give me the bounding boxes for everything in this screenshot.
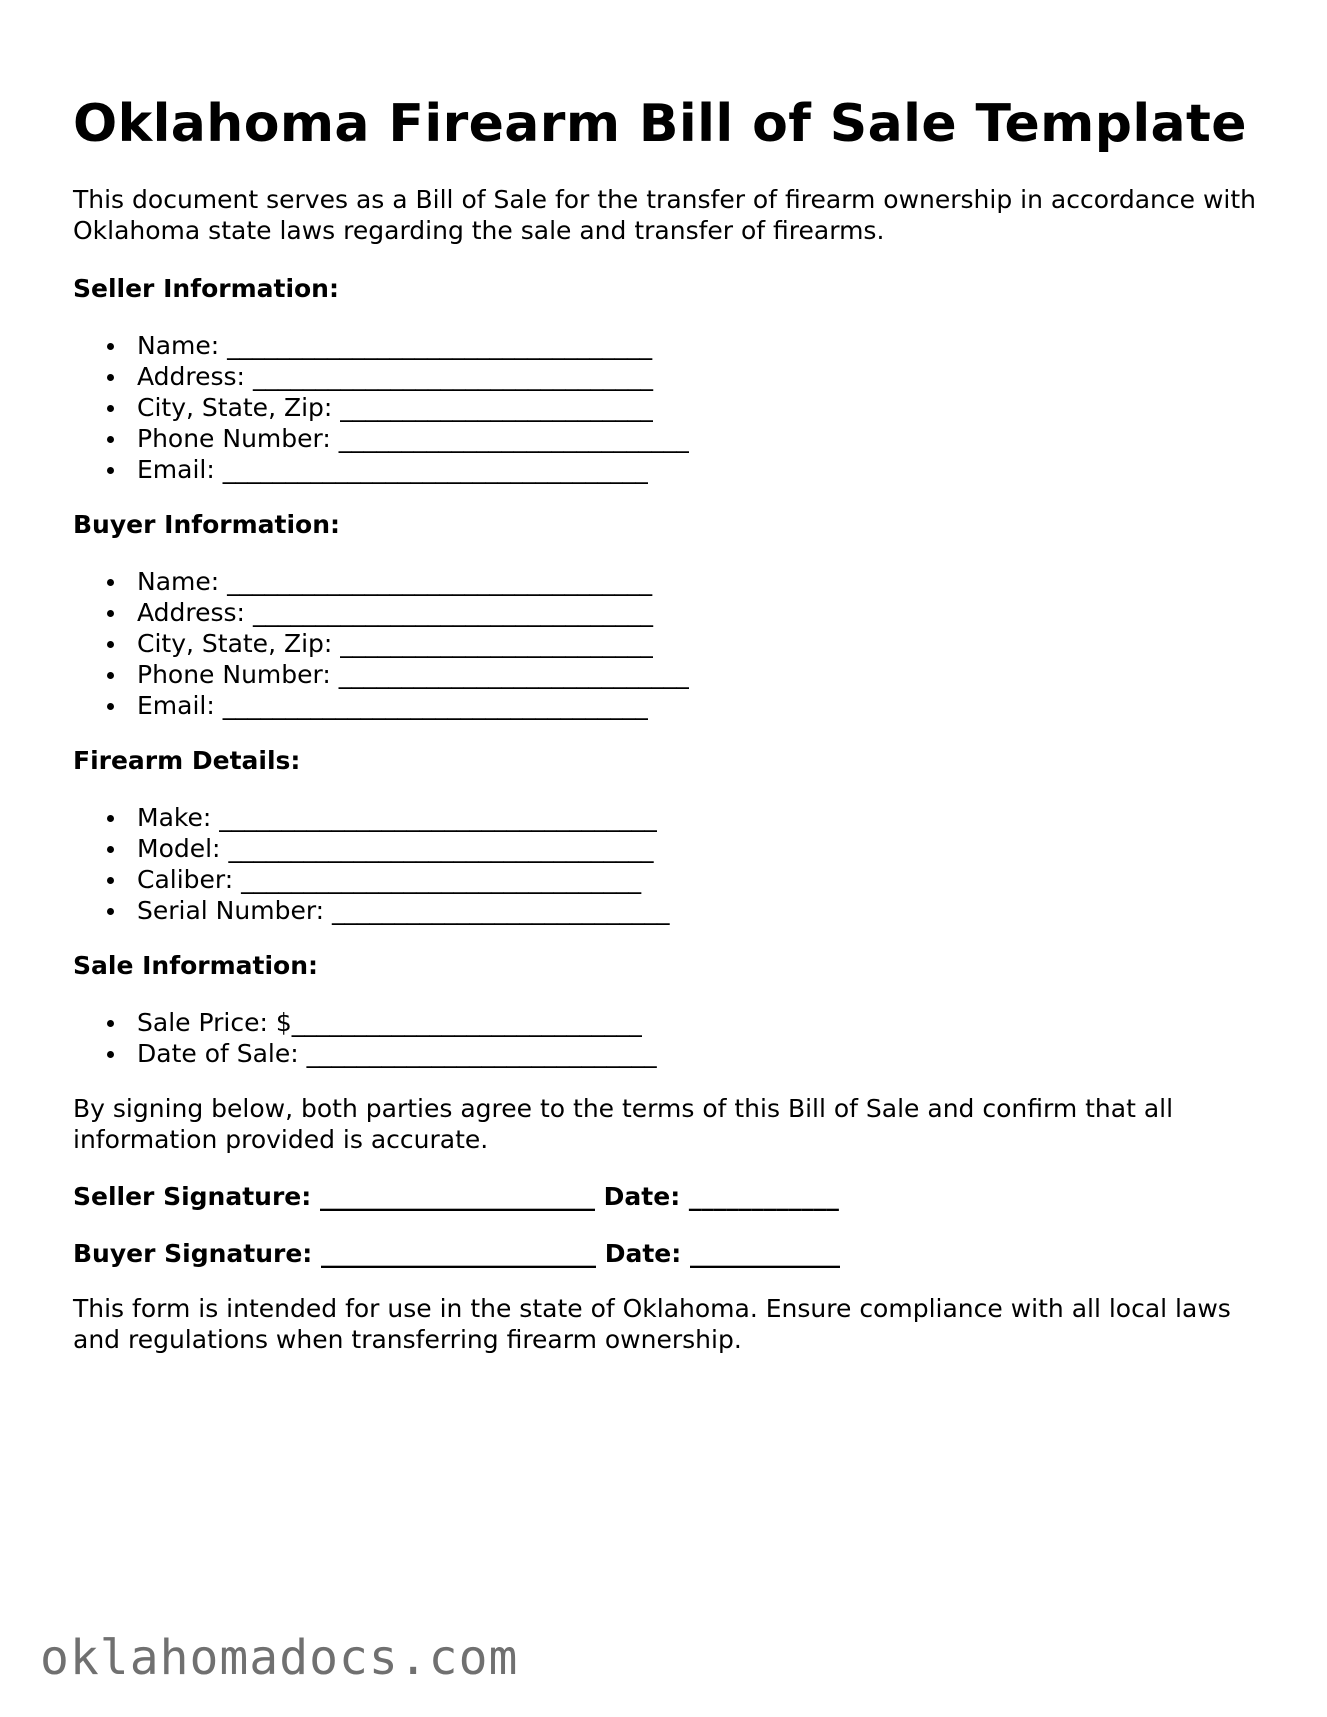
firearm-model-field[interactable] [137, 833, 1263, 864]
sale-field-list [73, 1007, 1263, 1069]
firearm-section-heading: Firearm Details: [73, 746, 301, 775]
seller-date-label: Date: [594, 1182, 689, 1211]
buyer-signature-row [73, 1238, 1263, 1269]
field-label: Email: [137, 691, 223, 720]
firearm-make-field[interactable] [137, 802, 1263, 833]
field-label: Address: [137, 598, 253, 627]
firearm-serial-field[interactable] [137, 895, 1263, 926]
seller-field-list [73, 330, 1263, 485]
blank-line[interactable]: ___________________________ [332, 896, 670, 925]
buyer-phone-field[interactable] [137, 659, 1263, 690]
intro-paragraph: This document serves as a Bill of Sale for the transfer of firearm ownership in accordance with Oklahoma state laws regarding the sale and transfer of firearms. [73, 185, 1256, 245]
field-label: Phone Number: [137, 424, 339, 453]
seller-city-state-zip-field[interactable] [137, 392, 1263, 423]
field-label: Model: [137, 834, 229, 863]
firearm-field-list [73, 802, 1263, 926]
buyer-section-heading: Buyer Information: [73, 510, 341, 539]
seller-signature-row [73, 1181, 1263, 1212]
blank-line[interactable]: ________________________________ [252, 598, 653, 627]
firearm-caliber-field[interactable] [137, 864, 1263, 895]
buyer-field-list [73, 566, 1263, 721]
buyer-date-line[interactable]: ____________ [689, 1239, 840, 1268]
blank-line[interactable]: _________________________ [340, 629, 653, 658]
field-label: City, State, Zip: [137, 629, 341, 658]
seller-email-field[interactable] [137, 454, 1263, 485]
field-label: Phone Number: [137, 660, 339, 689]
buyer-city-state-zip-field[interactable] [137, 628, 1263, 659]
buyer-signature-label: Buyer Signature: [73, 1239, 322, 1268]
blank-line[interactable]: ________________________________ [241, 865, 642, 894]
closing-paragraph: This form is intended for use in the state of Oklahoma. Ensure compliance with all local laws and regulations when transferring firearm ownership. [73, 1294, 1231, 1354]
blank-line[interactable]: ____________________________ [338, 660, 689, 689]
buyer-date-label: Date: [596, 1239, 690, 1268]
seller-signature-label: Seller Signature: [73, 1182, 320, 1211]
field-label: Email: [137, 455, 223, 484]
field-label: Sale Price: $ [137, 1008, 292, 1037]
buyer-name-field[interactable] [137, 566, 1263, 597]
blank-line[interactable]: __________________________________ [222, 691, 648, 720]
blank-line[interactable]: ___________________________________ [219, 803, 657, 832]
field-label: Serial Number: [137, 896, 333, 925]
seller-section-heading: Seller Information: [73, 274, 339, 303]
field-label: Name: [137, 331, 228, 360]
seller-address-field[interactable] [137, 361, 1263, 392]
sale-price-field[interactable] [137, 1007, 1263, 1038]
blank-line[interactable]: __________________________________ [228, 834, 654, 863]
agreement-paragraph: By signing below, both parties agree to the terms of this Bill of Sale and confirm that all information provided is accurate. [73, 1094, 1174, 1154]
buyer-email-field[interactable] [137, 690, 1263, 721]
site-watermark: oklahomadocs.com [40, 1630, 519, 1686]
seller-phone-field[interactable] [137, 423, 1263, 454]
field-label: Caliber: [137, 865, 242, 894]
buyer-address-field[interactable] [137, 597, 1263, 628]
blank-line[interactable]: __________________________________ [227, 567, 653, 596]
seller-signature-line[interactable]: ______________________ [319, 1182, 595, 1211]
field-label: City, State, Zip: [137, 393, 341, 422]
sale-section-heading: Sale Information: [73, 951, 318, 980]
field-label: Name: [137, 567, 228, 596]
seller-date-line[interactable]: ____________ [688, 1182, 839, 1211]
field-label: Date of Sale: [137, 1039, 307, 1068]
sale-date-field[interactable] [137, 1038, 1263, 1069]
blank-line[interactable]: ____________________________ [306, 1039, 657, 1068]
blank-line[interactable]: ____________________________ [338, 424, 689, 453]
blank-line[interactable]: __________________________________ [227, 331, 653, 360]
field-label: Make: [137, 803, 220, 832]
document-page [73, 88, 1263, 1355]
blank-line[interactable]: ________________________________ [252, 362, 653, 391]
blank-line[interactable]: ____________________________ [291, 1008, 642, 1037]
page-title: Oklahoma Firearm Bill of Sale Template [73, 94, 1247, 154]
seller-name-field[interactable] [137, 330, 1263, 361]
field-label: Address: [137, 362, 253, 391]
buyer-signature-line[interactable]: ______________________ [321, 1239, 597, 1268]
blank-line[interactable]: _________________________ [340, 393, 653, 422]
blank-line[interactable]: __________________________________ [222, 455, 648, 484]
